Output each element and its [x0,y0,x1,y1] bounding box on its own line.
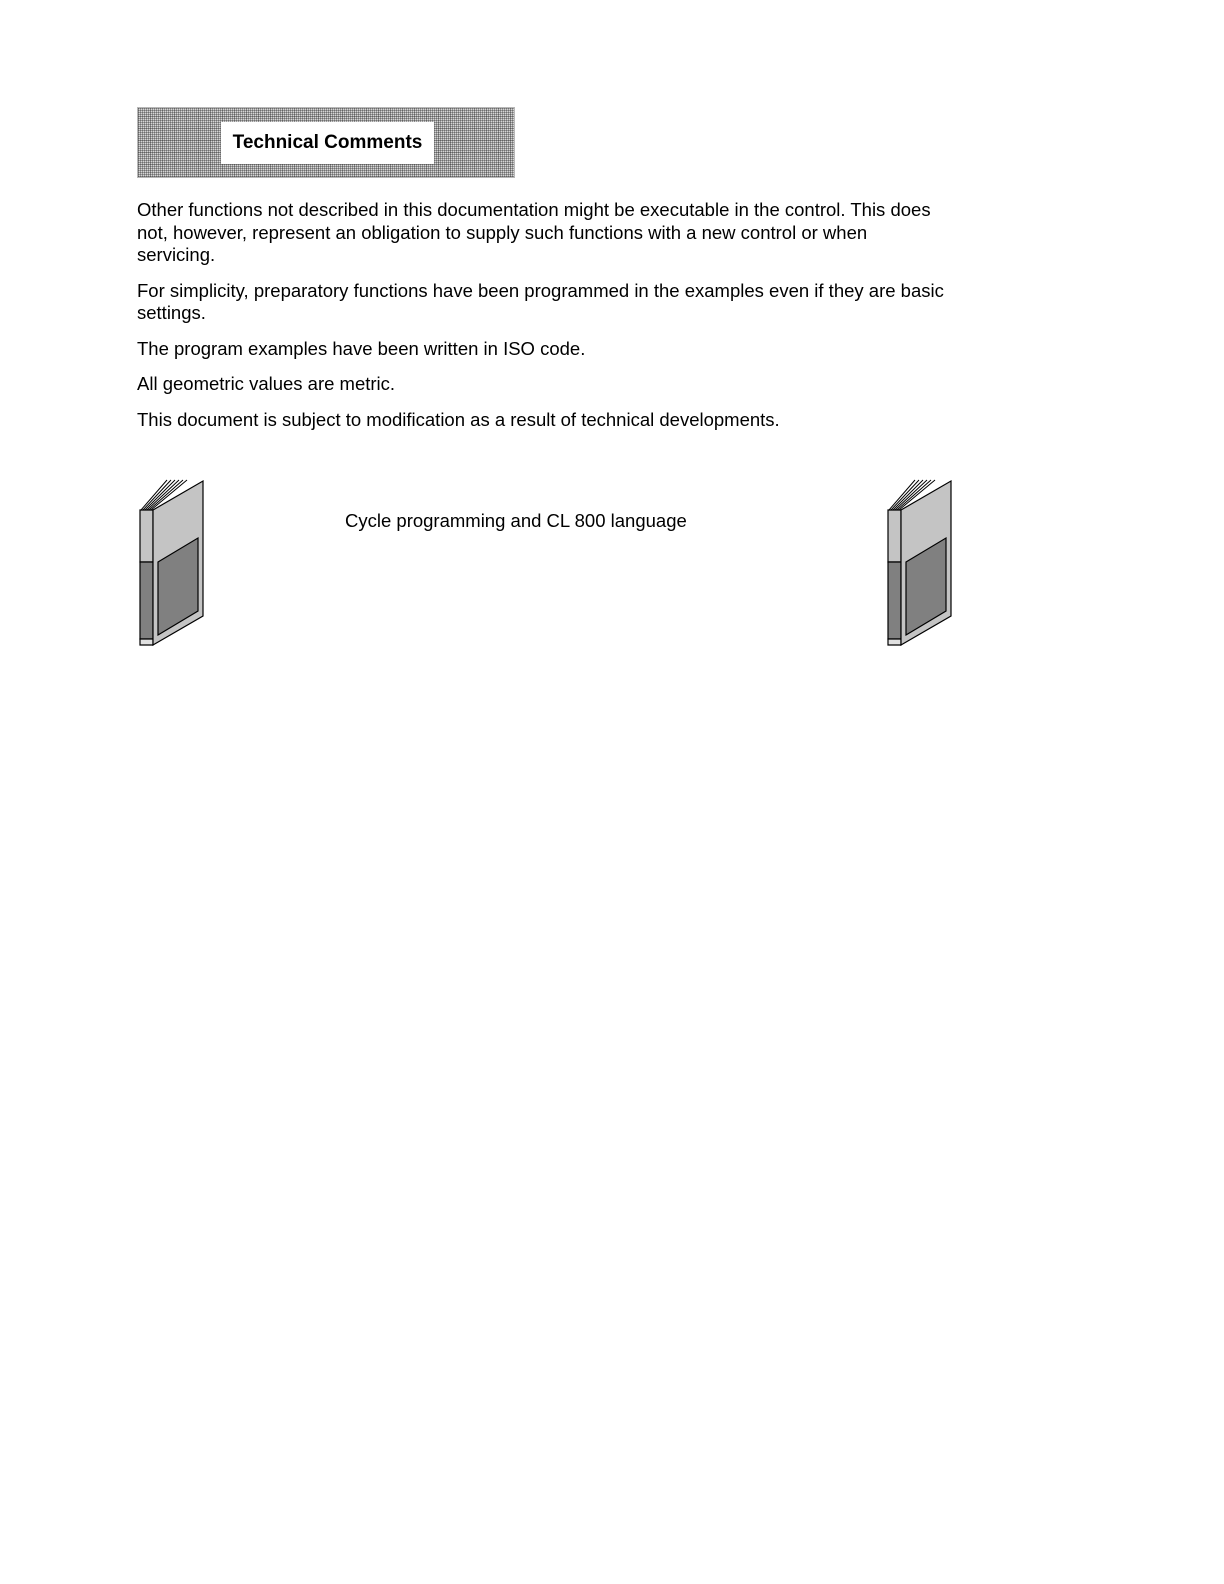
reference-caption: Cycle programming and CL 800 language [345,510,687,531]
book-icon [885,477,955,649]
paragraph-iso-code: The program examples have been written in ISO code. [137,337,586,359]
paragraph-metric: All geometric values are metric. [137,373,396,394]
body-text [137,199,947,444]
section-header-box [137,107,515,178]
paragraph-modification: This document is subject to modification as a result of technical developments. [137,408,780,430]
paragraph-other-functions: Other functions not described in this documentation might be executable in the control. This does not, however, represent an obligation to supply such functions with a new control or when servicing. [137,199,931,265]
paragraph-simplicity: For simplicity, preparatory functions have been programmed in the examples even if they are basic settings. [137,279,944,323]
section-header-title: Technical Comments [221,122,434,164]
book-icon [137,477,207,649]
